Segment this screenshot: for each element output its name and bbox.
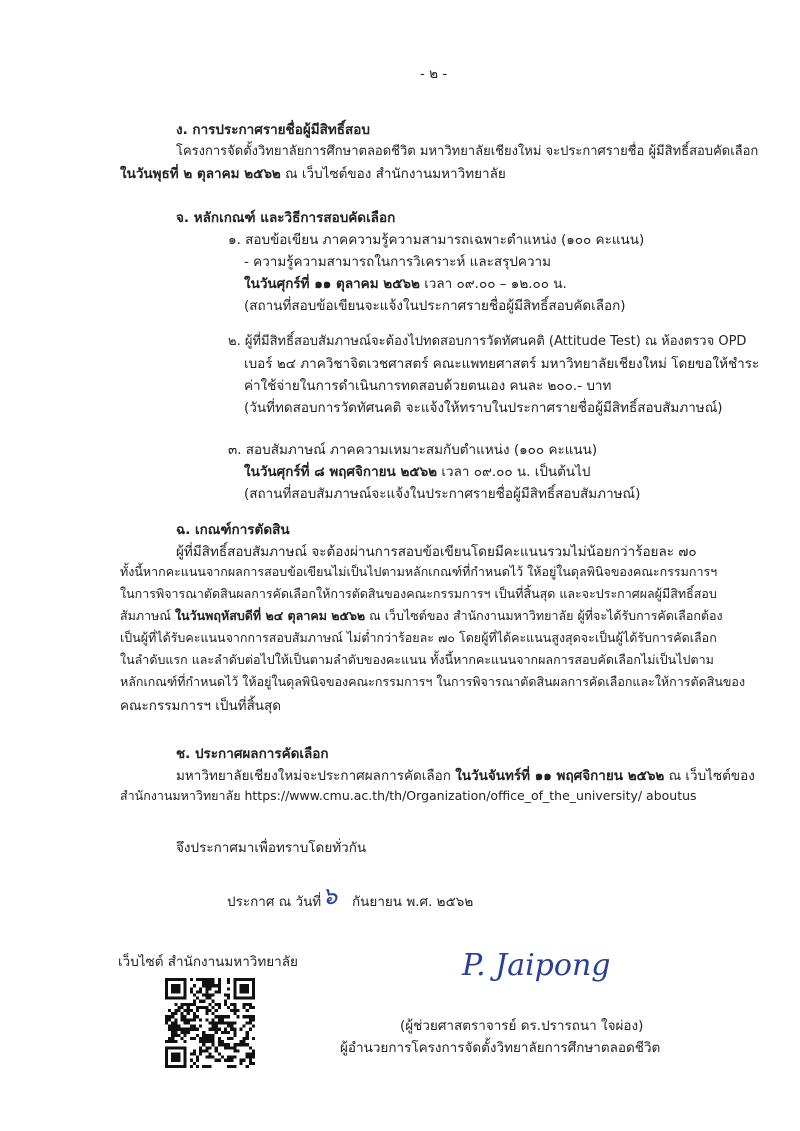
section-text: ทั้งนี้หากคะแนนจากผลการสอบข้อเขียนไม่เป็นไปตามหลักเกณฑ์ที่กำหนดไว้ ให้อยู่ในดุลพินิจของคณะกรรมการฯ [120, 564, 718, 579]
criteria-item-1-title: ๑. สอบข้อเขียน ภาคความรู้ความสามารถเฉพาะตำแหน่ง (๑๐๐ คะแนน) [228, 232, 645, 248]
closing-text: จึงประกาศมาเพื่อทราบโดยทั่วกัน [176, 840, 367, 856]
section-text [176, 764, 755, 786]
text-run: ณ เว็บไซต์ของ สำนักงานมหาวิทยาลัย [280, 166, 506, 182]
criteria-item-2-note: (วันที่ทดสอบการวัดทัศนคติ จะแจ้งให้ทราบในประกาศรายชื่อผู้มีสิทธิ์สอบสัมภาษณ์) [244, 400, 723, 416]
announce-date-prefix: ประกาศ ณ วันที่ [227, 894, 322, 910]
announce-date-suffix: กันยายน พ.ศ. ๒๕๖๒ [352, 894, 474, 910]
website-label: เว็บไซต์ สำนักงานมหาวิทยาลัย [118, 954, 298, 970]
criteria-item-1-note: (สถานที่สอบข้อเขียนจะแจ้งในประกาศรายชื่อผู้มีสิทธิ์สอบคัดเลือก) [244, 298, 626, 314]
announce-day-handwritten: ๖ [322, 882, 338, 910]
section-text: หลักเกณฑ์ที่กำหนดไว้ ให้อยู่ในดุลพินิจของคณะกรรมการฯ ในการพิจารณาตัดสินผลการคัดเลือกและให้การตัดสินของ [120, 674, 746, 689]
signer-title: ผู้อำนวยการโครงการจัดตั้งวิทยาลัยการศึกษาตลอดชีวิต [340, 1040, 661, 1056]
date-highlight: ในวันศุกร์ที่ ๑๑ ตุลาคม ๒๕๖๒ [244, 276, 420, 292]
date-highlight: ในวันพุธที่ ๒ ตุลาคม ๒๕๖๒ [120, 166, 281, 182]
criteria-item-1-date [244, 272, 567, 294]
text-run: ณ เว็บไซต์ของ [664, 768, 755, 784]
criteria-item-2-title: ๒. ผู้ที่มีสิทธิ์สอบสัมภาษณ์จะต้องไปทดสอบการวัดทัศนคติ (Attitude Test) ณ ห้องตรวจ OPD [228, 334, 747, 349]
criteria-item-3-date [244, 460, 590, 482]
section-text: คณะกรรมการฯ เป็นที่สิ้นสุด [120, 698, 282, 714]
results-url-line: สำนักงานมหาวิทยาลัย https://www.cmu.ac.th/th/Organization/office_of_the_university/ aboutus [120, 788, 697, 803]
signer-name: (ผู้ช่วยศาสตราจารย์ ดร.ปรารถนา ใจผ่อง) [400, 1018, 644, 1034]
section-text: ในการพิจารณาตัดสินผลการคัดเลือกให้การตัดสินของคณะกรรมการฯ เป็นที่สิ้นสุด และจะประกาศผลผู้มีสิทธิ์สอบ [120, 586, 717, 601]
criteria-item-3-note: (สถานที่สอบสัมภาษณ์จะแจ้งในประกาศรายชื่อผู้มีสิทธิ์สอบสัมภาษณ์) [244, 486, 641, 502]
date-highlight: ในวันพฤหัสบดีที่ ๒๔ ตุลาคม ๒๕๖๒ [174, 608, 366, 623]
date-highlight: ในวันศุกร์ที่ ๘ พฤศจิกายน ๒๕๖๒ [244, 464, 438, 480]
section-heading-announcement: ง. การประกาศรายชื่อผู้มีสิทธิ์สอบ [176, 122, 370, 138]
section-heading-criteria: จ. หลักเกณฑ์ และวิธีการสอบคัดเลือก [176, 210, 396, 226]
section-text [120, 162, 506, 184]
text-run: มหาวิทยาลัยเชียงใหม่จะประกาศผลการคัดเลือก [176, 768, 456, 784]
criteria-item-2-text: ค่าใช้จ่ายในการดำเนินการทดสอบด้วยตนเอง คนละ ๒๐๐.- บาท [244, 378, 612, 394]
section-heading-results: ช. ประกาศผลการคัดเลือก [176, 746, 329, 762]
section-text: ผู้ที่มีสิทธิ์สอบสัมภาษณ์ จะต้องผ่านการสอบข้อเขียนโดยมีคะแนนรวมไม่น้อยกว่าร้อยละ ๗๐ [176, 544, 697, 560]
page-number: - ๒ - [420, 66, 448, 82]
criteria-item-3-title: ๓. สอบสัมภาษณ์ ภาคความเหมาะสมกับตำแหน่ง (๑๐๐ คะแนน) [228, 442, 598, 458]
text-run: เวลา ๐๙.๐๐ น. เป็นต้นไป [437, 464, 591, 480]
section-text [120, 606, 723, 626]
qr-code[interactable] [165, 978, 255, 1068]
date-highlight: ในวันจันทร์ที่ ๑๑ พฤศจิกายน ๒๕๖๒ [455, 768, 665, 784]
text-run: สัมภาษณ์ [120, 608, 175, 623]
section-text: โครงการจัดตั้งวิทยาลัยการศึกษาตลอดชีวิต มหาวิทยาลัยเชียงใหม่ จะประกาศรายชื่อ ผู้มีสิทธิ์สอบคัดเลือก [176, 144, 759, 159]
section-text: เป็นผู้ที่ได้รับคะแนนจากการสอบสัมภาษณ์ ไม่ต่ำกว่าร้อยละ ๗๐ โดยผู้ที่ได้คะแนนสูงสุดจะเป็นผู้ได้รับการคัดเลือก [120, 630, 717, 645]
text-run: เวลา ๐๙.๐๐ – ๑๒.๐๐ น. [419, 276, 567, 292]
section-text: ในลำดับแรก และลำดับต่อไปให้เป็นตามลำดับของคะแนน ทั้งนี้หากคะแนนจากผลการสอบคัดเลือกไม่เป็นไปตาม [120, 652, 714, 667]
text-run: ณ เว็บไซต์ของ สำนักงานมหาวิทยาลัย ผู้ที่จะได้รับการคัดเลือกต้อง [365, 608, 723, 623]
section-heading-judgement: ฉ. เกณฑ์การตัดสิน [176, 522, 290, 538]
criteria-item-1-detail: - ความรู้ความสามารถในการวิเคราะห์ และสรุปความ [244, 254, 552, 270]
criteria-item-2-text: เบอร์ ๒๔ ภาควิชาจิตเวชศาสตร์ คณะแพทยศาสตร์ มหาวิทยาลัยเชียงใหม่ โดยขอให้ชำระ [244, 356, 760, 372]
signature: P. Jaipong [462, 948, 611, 983]
